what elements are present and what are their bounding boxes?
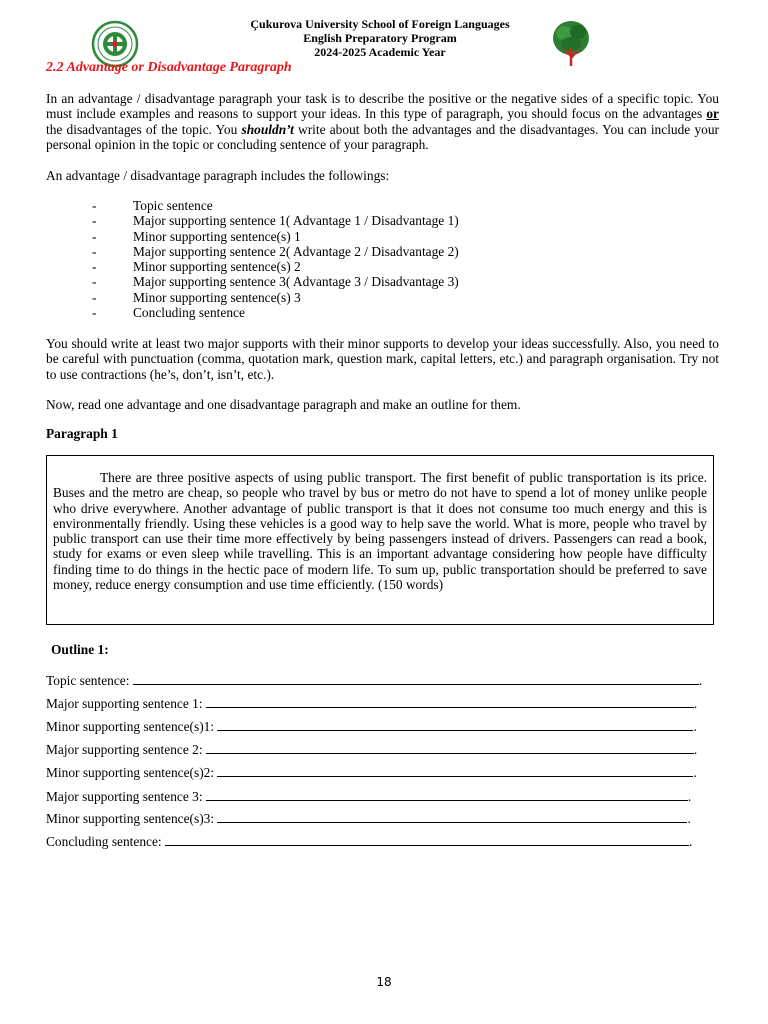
list-item-text: Major supporting sentence 2( Advantage 2 / Disadvantage 2) <box>133 243 459 259</box>
intro-text-part3: write about both the advantages and the disadvantages. You can include your personal opinion in the topic or concluding sentence of your paragraph. <box>46 121 719 152</box>
outline-label: Minor supporting sentence(s)1: <box>46 719 218 734</box>
list-item-text: Topic sentence <box>133 198 213 213</box>
list-item-text: Major supporting sentence 3( Advantage 3 / Disadvantage 3) <box>133 274 459 290</box>
outline-blank-line[interactable] <box>206 741 694 754</box>
outline-blank-line[interactable] <box>206 788 688 801</box>
intro-emphasis-or: or <box>706 106 719 122</box>
instruction-sentence: Now, read one advantage and one disadvantage paragraph and make an outline for them. <box>46 397 521 412</box>
list-item <box>46 290 459 305</box>
outline-end: . <box>693 696 698 711</box>
components-list <box>46 198 459 320</box>
intro-text-part1: In an advantage / disadvantage paragraph your task is to describe the positive or the negative sides of a specific topic. You must include examples and reasons to support your ideas. In this type of paragraph, you should focus on the advantages <box>46 91 719 122</box>
outline-end: . <box>698 673 703 688</box>
outline-row-concluding <box>46 833 692 849</box>
outline-end: . <box>687 789 692 804</box>
outline-end: . <box>687 811 691 826</box>
outline-label: Major supporting sentence 2: <box>46 742 206 757</box>
intro-paragraph <box>46 91 719 152</box>
outline-blank-line[interactable] <box>217 718 693 731</box>
tree-icon <box>551 18 591 70</box>
list-item-text: Concluding sentence <box>133 305 245 321</box>
list-item <box>46 198 459 213</box>
header-title-block <box>220 17 540 59</box>
outline-label: Minor supporting sentence(s)2: <box>46 765 218 780</box>
intro-emphasis-shouldnt: shouldn’t <box>241 121 294 137</box>
outline-label: Major supporting sentence 1: <box>46 696 206 711</box>
list-dash: - <box>92 289 97 305</box>
outline-row-minor-1 <box>46 718 697 734</box>
outline-label: Minor supporting sentence(s)3: <box>46 811 218 826</box>
page-number: 18 <box>376 975 392 989</box>
outline-end: . <box>689 834 693 849</box>
list-dash: - <box>92 198 97 213</box>
outline-label: Topic sentence: <box>46 673 133 688</box>
list-item-text: Minor supporting sentence(s) 3 <box>133 289 301 305</box>
paragraph-heading: Paragraph 1 <box>46 426 118 441</box>
outline-row-major-1 <box>46 695 697 711</box>
list-item <box>46 244 459 259</box>
outline-blank-line[interactable] <box>165 833 689 846</box>
outline-row-minor-2 <box>46 764 697 780</box>
lead-sentence: An advantage / disadvantage paragraph includes the followings: <box>46 168 390 183</box>
advice-paragraph: You should write at least two major supports with their minor supports to develop your ideas successfully. Also, you need to be careful with punctuation (comma, quotation mark, question mark, capital letters, etc.) and paragraph organisation. Try not to use contractions (he’s, don’t, isn’t, etc.). <box>46 336 719 382</box>
list-item <box>46 229 459 244</box>
section-title: 2.2 Advantage or Disadvantage Paragraph <box>46 60 292 75</box>
outline-end: . <box>693 742 698 757</box>
outline-label: Concluding sentence: <box>46 834 165 849</box>
header-line-institution: Çukurova University School of Foreign Languages <box>250 17 510 31</box>
outline-row-minor-3 <box>46 810 691 826</box>
list-item-text: Minor supporting sentence(s) 2 <box>133 259 301 275</box>
list-dash: - <box>92 243 97 259</box>
header-line-program: English Preparatory Program <box>303 31 457 45</box>
list-item-text: Minor supporting sentence(s) 1 <box>133 228 301 244</box>
list-dash: - <box>92 213 97 229</box>
list-item <box>46 274 459 289</box>
outline-blank-line[interactable] <box>206 695 694 708</box>
list-item <box>46 305 459 320</box>
list-item-text: Major supporting sentence 1( Advantage 1 / Disadvantage 1) <box>133 213 459 229</box>
outline-end: . <box>693 765 697 780</box>
page-header <box>0 14 768 64</box>
list-dash: - <box>92 259 97 275</box>
list-dash: - <box>92 228 97 244</box>
outline-blank-line[interactable] <box>133 672 699 685</box>
header-line-year: 2024-2025 Academic Year <box>314 45 446 59</box>
outline-heading: Outline 1: <box>51 642 109 657</box>
outline-end: . <box>693 719 697 734</box>
sample-paragraph-text: There are three positive aspects of using public transport. The first benefit of public transportation is its price. Buses and the metro are cheap, so people who travel by bus or metro do not have to spend a lot of money unlike people who drive everywhere. Another advantage of public transport is that it does not consume too much energy and this is environmentally friendly. Using these vehicles is a good way to help save the world. What is more, people who travel by public transport can use their time more effectively by being passengers instead of drivers. Passengers can read a book, study for exams or even sleep while travelling. This is an important advantage considering how people have difficulty finding time to do things in the hectic pace of modern life. To sum up, public transportation should be preferred to save money, reduce energy consumption and use time efficiently. (150 words) <box>53 470 707 593</box>
outline-blank-line[interactable] <box>217 764 693 777</box>
outline-blank-line[interactable] <box>217 810 687 823</box>
list-item <box>46 259 459 274</box>
outline-row-topic <box>46 672 702 688</box>
list-dash: - <box>92 274 97 290</box>
outline-row-major-3 <box>46 788 691 804</box>
intro-text-part2: the disadvantages of the topic. You <box>46 121 242 137</box>
outline-row-major-2 <box>46 741 697 757</box>
list-item <box>46 213 459 228</box>
outline-label: Major supporting sentence 3: <box>46 789 206 804</box>
sample-paragraph-box <box>46 455 714 625</box>
list-dash: - <box>92 305 97 321</box>
